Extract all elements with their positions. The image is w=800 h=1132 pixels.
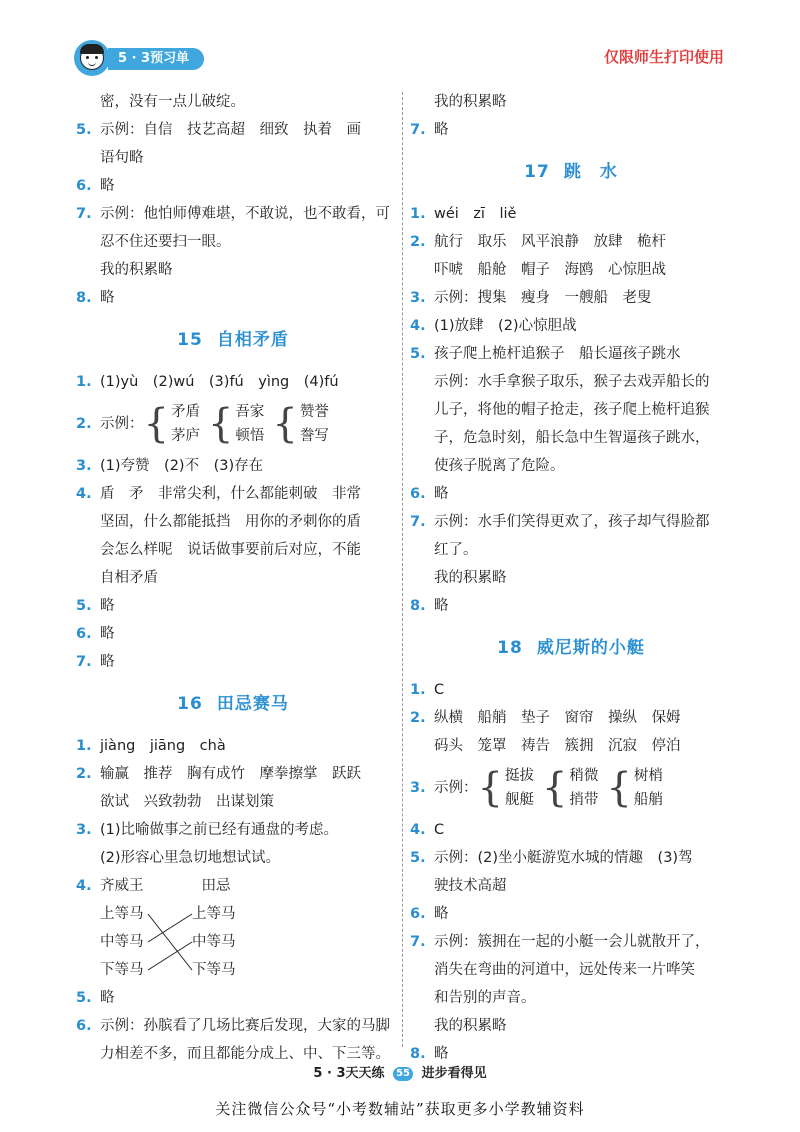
answer-item bbox=[410, 928, 732, 956]
item-number: 3. bbox=[76, 822, 92, 838]
item-number: 2. bbox=[76, 416, 92, 432]
answer-item bbox=[76, 508, 390, 536]
answer-item bbox=[76, 732, 390, 760]
answer-item bbox=[76, 760, 390, 788]
answer-list bbox=[76, 984, 390, 1068]
item-text: (1)夸赞 (2)不 (3)存在 bbox=[100, 458, 264, 474]
answer-item bbox=[76, 1012, 390, 1040]
item-number: 4. bbox=[76, 878, 92, 894]
lesson-name: 跳 水 bbox=[563, 162, 618, 182]
answer-item bbox=[76, 844, 390, 872]
item-text: (1)放肆 (2)心惊胆战 bbox=[434, 318, 577, 334]
answer-item bbox=[410, 340, 732, 368]
item-text: 我的积累略 bbox=[434, 570, 507, 586]
item-number: 5. bbox=[76, 990, 92, 1006]
brace-words bbox=[569, 764, 598, 812]
brace-word: 稍微 bbox=[569, 768, 599, 784]
brace-word: 茅庐 bbox=[170, 428, 200, 444]
item-text: 示例：(2)坐小艇游览水城的情趣 (3)驾 bbox=[434, 850, 693, 866]
lesson-name: 自相矛盾 bbox=[216, 330, 289, 350]
item-number: 2. bbox=[410, 234, 426, 250]
item-text: 略 bbox=[100, 598, 115, 614]
horse-label: 中等马 bbox=[192, 934, 236, 950]
item-text: (1)yù (2)wú (3)fú yìng (4)fú bbox=[100, 374, 339, 390]
item-number: 1. bbox=[76, 374, 92, 390]
item-text: 我的积累略 bbox=[434, 1018, 507, 1034]
item-text: 输赢 推荐 胸有成竹 摩拳擦掌 跃跃 bbox=[100, 766, 361, 782]
brace-word: 树梢 bbox=[633, 768, 663, 784]
answer-item bbox=[410, 844, 732, 872]
brace-words bbox=[505, 764, 534, 812]
answer-list bbox=[76, 116, 390, 312]
horse-label: 中等马 bbox=[100, 934, 144, 950]
answer-item bbox=[76, 368, 390, 396]
brace-group bbox=[208, 400, 264, 448]
answer-list bbox=[76, 452, 390, 676]
brace-icon: { bbox=[477, 765, 503, 811]
answer-item bbox=[410, 480, 732, 508]
column-divider bbox=[402, 92, 403, 1047]
answer-item bbox=[76, 144, 390, 172]
item-text: 略 bbox=[434, 598, 449, 614]
item-text: 示例：自信 技艺高超 细致 执着 画 bbox=[100, 122, 361, 138]
answer-item bbox=[410, 984, 732, 1012]
answer-item bbox=[410, 592, 732, 620]
brace-word: 誊写 bbox=[299, 428, 329, 444]
answer-item bbox=[76, 564, 390, 592]
brace-word: 捎带 bbox=[569, 792, 599, 808]
restricted-notice: 仅限师生打印使用 bbox=[603, 48, 724, 66]
horse-label: 上等马 bbox=[100, 906, 144, 922]
item-number: 8. bbox=[410, 598, 426, 614]
item-number: 6. bbox=[410, 486, 426, 502]
brace-groups bbox=[144, 400, 337, 448]
answer-list bbox=[410, 816, 732, 1068]
answer-item bbox=[76, 284, 390, 312]
lesson-number: 16 bbox=[177, 694, 203, 714]
item-text: 略 bbox=[100, 290, 115, 306]
answer-item bbox=[76, 648, 390, 676]
answer-item bbox=[410, 704, 732, 732]
item-text: 红了。 bbox=[434, 542, 478, 558]
answer-item bbox=[76, 620, 390, 648]
lesson-title-15 bbox=[76, 312, 390, 368]
answer-item bbox=[410, 424, 732, 452]
bottom-note: 关注微信公众号“小考数辅站”获取更多小学教辅资料 bbox=[215, 1100, 585, 1118]
brace-word: 挺拔 bbox=[504, 768, 534, 784]
item-text: 吓唬 船舱 帽子 海鸥 心惊胆战 bbox=[434, 262, 666, 278]
answer-item bbox=[410, 872, 732, 900]
answer-item bbox=[76, 256, 390, 284]
answer-item bbox=[410, 452, 732, 480]
answer-list bbox=[76, 732, 390, 900]
item-text: 示例：水手们笑得更欢了，孩子却气得脸都 bbox=[434, 514, 710, 530]
answer-item bbox=[76, 816, 390, 844]
brace-word: 舰艇 bbox=[504, 792, 534, 808]
item-text: 我的积累略 bbox=[434, 94, 507, 110]
item-number: 7. bbox=[410, 934, 426, 950]
lesson-title-18 bbox=[410, 620, 732, 676]
match-line bbox=[148, 914, 192, 970]
answer-item bbox=[76, 872, 390, 900]
lesson-title-16 bbox=[76, 676, 390, 732]
item-text: 示例： bbox=[100, 416, 144, 432]
answer-item bbox=[410, 312, 732, 340]
answer-item bbox=[410, 284, 732, 312]
answer-item bbox=[76, 592, 390, 620]
answer-item bbox=[76, 480, 390, 508]
lesson-name: 田忌赛马 bbox=[216, 694, 289, 714]
right-column bbox=[410, 88, 732, 1068]
answer-item bbox=[76, 116, 390, 144]
item-text: 示例：簇拥在一起的小艇一会儿就散开了， bbox=[434, 934, 710, 950]
item-text: wéi zī liě bbox=[434, 206, 517, 222]
footer-slogan: 进步看得见 bbox=[421, 1066, 487, 1081]
answer-item bbox=[76, 984, 390, 1012]
page-number: 55 bbox=[393, 1067, 413, 1081]
header-tag: 5 · 3预习单 bbox=[108, 48, 204, 70]
item-number: 3. bbox=[410, 780, 426, 796]
answer-item bbox=[410, 256, 732, 284]
continued-text: 密，没有一点儿破绽。 bbox=[100, 94, 245, 110]
brace-group bbox=[542, 764, 598, 812]
item-text: 自相矛盾 bbox=[100, 570, 158, 586]
brace-words bbox=[300, 400, 329, 448]
horse-label: 下等马 bbox=[100, 962, 144, 978]
item-text: 使孩子脱离了危险。 bbox=[434, 458, 565, 474]
answer-item bbox=[410, 816, 732, 844]
item-text: 略 bbox=[100, 626, 115, 642]
brace-word: 矛盾 bbox=[170, 404, 200, 420]
item-number: 1. bbox=[76, 738, 92, 754]
item-number: 5. bbox=[410, 346, 426, 362]
item-number: 8. bbox=[76, 290, 92, 306]
lesson-title-17 bbox=[410, 144, 732, 200]
brace-icon: { bbox=[207, 401, 234, 447]
lesson-name: 威尼斯的小艇 bbox=[536, 638, 645, 658]
item-text: 力相差不多，而且都能分成上、中、下三等。 bbox=[100, 1046, 390, 1062]
item-text: 示例：水手拿猴子取乐，猴子去戏弄船长的 bbox=[434, 374, 710, 390]
answer-item bbox=[76, 536, 390, 564]
page-footer bbox=[0, 1062, 800, 1081]
item-text: 略 bbox=[434, 122, 449, 138]
item-text: 航行 取乐 风平浪静 放肆 桅杆 bbox=[434, 234, 666, 250]
item-number: 3. bbox=[76, 458, 92, 474]
brace-groups bbox=[478, 764, 671, 812]
item-text: jiàng jiāng chà bbox=[100, 738, 226, 754]
answer-item bbox=[410, 116, 732, 144]
brace-words bbox=[171, 400, 200, 448]
answer-item bbox=[410, 732, 732, 760]
item-number: 1. bbox=[410, 682, 426, 698]
brace-word: 吾家 bbox=[235, 404, 265, 420]
item-text: 消失在弯曲的河道中，远处传来一片哗笑 bbox=[434, 962, 695, 978]
item-text: 略 bbox=[100, 654, 115, 670]
answer-item bbox=[410, 564, 732, 592]
footer-brand: 5 · 3天天练 bbox=[313, 1066, 385, 1081]
brace-group bbox=[478, 764, 534, 812]
answer-item bbox=[410, 88, 732, 116]
left-column bbox=[76, 88, 390, 1068]
item-text: 略 bbox=[434, 486, 449, 502]
item-text: 示例： bbox=[434, 780, 478, 796]
lesson-number: 15 bbox=[177, 330, 203, 350]
item-text: 齐威王 田忌 bbox=[100, 878, 231, 894]
answer-list bbox=[410, 88, 732, 144]
horse-list-tianji bbox=[192, 900, 236, 984]
item-number: 7. bbox=[410, 514, 426, 530]
item-number: 4. bbox=[76, 486, 92, 502]
item-number: 7. bbox=[76, 654, 92, 670]
item-number: 6. bbox=[76, 626, 92, 642]
answer-item bbox=[410, 900, 732, 928]
item-number: 7. bbox=[76, 206, 92, 222]
item-number: 8. bbox=[410, 1046, 426, 1062]
item-number: 6. bbox=[410, 906, 426, 922]
item-text: 驶技术高超 bbox=[434, 878, 507, 894]
brace-word: 顿悟 bbox=[235, 428, 265, 444]
item-text: 示例：孙膑看了几场比赛后发现，大家的马脚 bbox=[100, 1018, 390, 1034]
item-text: 子，危急时刻，船长急中生智逼孩子跳水， bbox=[434, 430, 710, 446]
item-text: 孩子爬上桅杆追猴子 船长逼孩子跳水 bbox=[434, 346, 681, 362]
item-text: 坚固，什么都能抵挡 用你的矛刺你的盾 bbox=[100, 514, 361, 530]
brace-group bbox=[606, 764, 662, 812]
answer-item bbox=[410, 956, 732, 984]
answer-item-brace bbox=[410, 760, 732, 816]
brace-word: 赞誉 bbox=[299, 404, 329, 420]
item-text: (2)形容心里急切地想试试。 bbox=[100, 850, 281, 866]
brace-icon: { bbox=[143, 401, 169, 447]
answer-item bbox=[76, 788, 390, 816]
item-text: 纵横 船艄 垫子 窗帘 操纵 保姆 bbox=[434, 710, 681, 726]
answer-item-brace bbox=[76, 396, 390, 452]
mascot-eye bbox=[86, 56, 89, 59]
brace-icon: { bbox=[272, 401, 298, 447]
item-text: 欲试 兴致勃勃 出谋划策 bbox=[100, 794, 274, 810]
item-number: 2. bbox=[76, 766, 92, 782]
item-text: 和告别的声音。 bbox=[434, 990, 536, 1006]
item-text: 语句略 bbox=[100, 150, 144, 166]
answer-item bbox=[76, 452, 390, 480]
item-text: 儿子，将他的帽子抢走，孩子爬上桅杆追猴 bbox=[434, 402, 710, 418]
item-number: 5. bbox=[76, 598, 92, 614]
item-text: 略 bbox=[434, 1046, 449, 1062]
answer-item bbox=[410, 1012, 732, 1040]
answer-item bbox=[76, 228, 390, 256]
brace-icon: { bbox=[606, 765, 632, 811]
brace-word: 船艄 bbox=[633, 792, 663, 808]
answer-item bbox=[410, 536, 732, 564]
item-number: 1. bbox=[410, 206, 426, 222]
item-text: 略 bbox=[100, 178, 115, 194]
item-text: 略 bbox=[100, 990, 115, 1006]
horse-matching bbox=[76, 900, 390, 984]
answer-item bbox=[76, 172, 390, 200]
answer-item bbox=[410, 396, 732, 424]
page-header bbox=[0, 0, 800, 80]
item-text: 会怎么样呢 说话做事要前后对应，不能 bbox=[100, 542, 361, 558]
lesson-number: 18 bbox=[497, 638, 523, 658]
match-line bbox=[148, 914, 192, 942]
mascot-hair bbox=[80, 44, 104, 54]
answer-item bbox=[76, 200, 390, 228]
lesson-number: 17 bbox=[524, 162, 550, 182]
item-text: C bbox=[434, 682, 445, 698]
item-number: 5. bbox=[410, 850, 426, 866]
answer-item bbox=[410, 228, 732, 256]
matching-lines bbox=[76, 900, 276, 984]
item-text: 码头 笼罩 祷告 簇拥 沉寂 停泊 bbox=[434, 738, 681, 754]
item-number: 6. bbox=[76, 178, 92, 194]
item-text: 示例：搜集 瘦身 一艘船 老叟 bbox=[434, 290, 652, 306]
answer-item bbox=[410, 200, 732, 228]
answer-item bbox=[410, 676, 732, 704]
item-text: 我的积累略 bbox=[100, 262, 173, 278]
item-number: 6. bbox=[76, 1018, 92, 1034]
item-text: 示例：他怕师傅难堪，不敢说，也不敢看，可 bbox=[100, 206, 390, 222]
brace-icon: { bbox=[541, 765, 568, 811]
item-number: 2. bbox=[410, 710, 426, 726]
brace-words bbox=[634, 764, 663, 812]
answer-item bbox=[410, 368, 732, 396]
item-text: C bbox=[434, 822, 445, 838]
horse-label: 下等马 bbox=[192, 962, 236, 978]
horse-label: 上等马 bbox=[192, 906, 236, 922]
item-text: 略 bbox=[434, 906, 449, 922]
brace-group bbox=[272, 400, 328, 448]
answer-list bbox=[410, 676, 732, 760]
item-number: 4. bbox=[410, 318, 426, 334]
match-line bbox=[148, 942, 192, 970]
item-number: 4. bbox=[410, 822, 426, 838]
answer-item bbox=[410, 508, 732, 536]
answer-list bbox=[410, 200, 732, 620]
item-text: 忍不住还要扫一眼。 bbox=[100, 234, 231, 250]
item-number: 3. bbox=[410, 290, 426, 306]
brace-group bbox=[144, 400, 200, 448]
item-text: 盾 矛 非常尖利，什么都能刺破 非常 bbox=[100, 486, 361, 502]
item-number: 5. bbox=[76, 122, 92, 138]
brace-words bbox=[235, 400, 264, 448]
item-number: 7. bbox=[410, 122, 426, 138]
item-text: (1)比喻做事之前已经有通盘的考虑。 bbox=[100, 822, 339, 838]
mascot-eye bbox=[95, 56, 98, 59]
